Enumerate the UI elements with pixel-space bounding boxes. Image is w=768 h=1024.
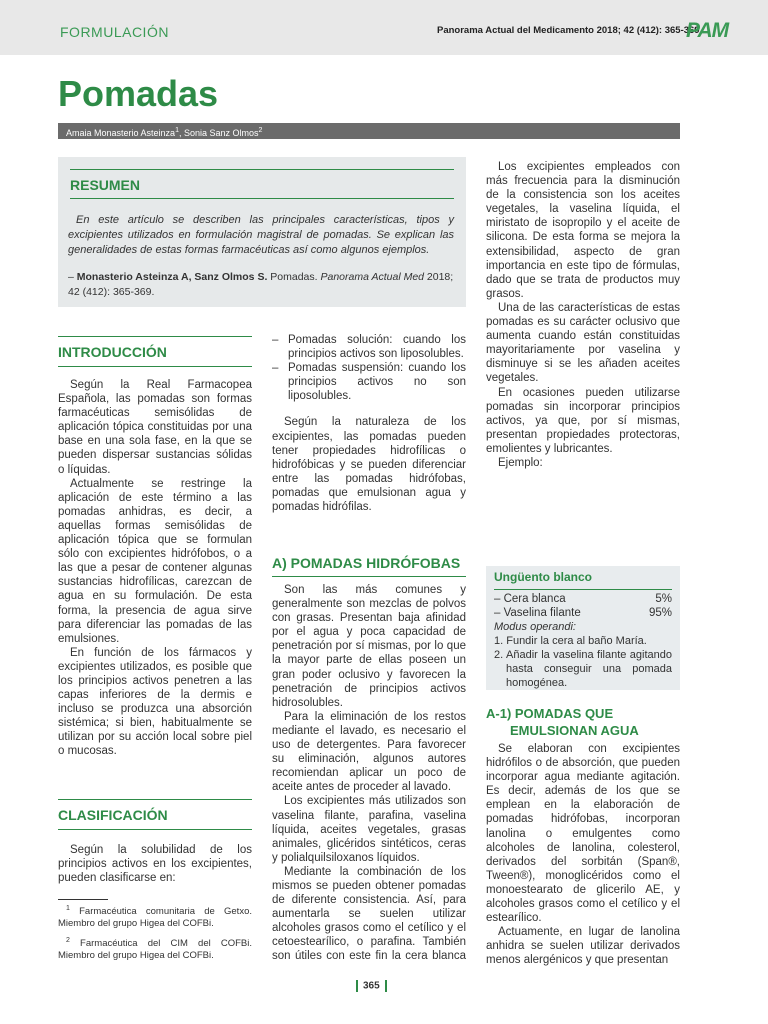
intro-paragraph: Actualmente se restringe la aplicación de este término a las pomadas anhidras, es decir, a aquellas formas semisólidas de aplicación tópica que se formulan sólo con excipientes hidrófobos, o a las que a pesar de contener algunas sustancias hidrofílicas, carezcan de agua en su formulación. De esta forma, la presencia de agua sirve para diferenciar las pomadas de las emulsiones. xyxy=(58,477,252,645)
hidrofobas-paragraph: Los excipientes más utilizados son vaselina filante, parafina, vaselina líquida, aceites vegetales, grasas animales, glicéridos sintéticos, ceras y polialquilsiloxanos líquidos. xyxy=(272,795,466,864)
hidrofobas-rule xyxy=(272,576,466,577)
intro-heading: INTRODUCCIÓN xyxy=(58,344,167,360)
emulsionan-paragraph: Se elaboran con excipientes hidrófilos o de absorción, que pueden incorporar agua mediante agitación. Es decir, además de los que se emplean en la elaboración de pomadas hidrófobas, incorporan lanolina o emulgentes como alcoholes de lanolina, colesterol, derivados del sorbitán (Span®, Tween®), monoglicéridos como el monoestearato de glicerilo AE, y alcoholes grasos como el cetílico y el estearílico. xyxy=(486,743,680,925)
abstract-rule-top xyxy=(70,169,454,170)
formula-ingredient: – Vaselina filante 95% xyxy=(494,607,672,619)
list-item: – Pomadas solución: cuando los principios activos son liposolubles. xyxy=(272,333,466,361)
clasif-list xyxy=(272,333,466,514)
journal-citation: Panorama Actual del Medicamento 2018; 42 (412): 365-369 xyxy=(437,25,700,36)
formula-title: Ungüento blanco xyxy=(494,570,592,584)
abstract-rule-bottom xyxy=(70,198,454,199)
footnotes xyxy=(58,903,252,967)
journal-logo: PAM xyxy=(686,19,729,42)
formula-step: 1. Fundir la cera al baño María. xyxy=(494,635,647,647)
list-item: – Pomadas suspensión: cuando los principios activos no son liposolubles. xyxy=(272,361,466,403)
hidrofobas-paragraph: Son las más comunes y generalmente son mezclas de polvos con grasas. Presentan baja afinidad por el agua y poca capacidad de penetración por sí mismas, por lo que la mayor parte de ellas poseen un gran poder oclusivo y favorecen la penetración de principios activos hidrosolubles. xyxy=(272,584,466,709)
intro-rule-top xyxy=(58,336,252,337)
hidrofobas-paragraph: Una de las características de estas pomadas es su carácter oclusivo que aumenta cuando están constituidas mayoritariamente por vaselina y disminuye si se les añaden aceites vegetales. xyxy=(486,301,680,385)
hidrofobas-heading: A) POMADAS HIDRÓFOBAS xyxy=(272,555,461,571)
emulsionan-paragraph: Actuamente, en lugar de lanolina anhidra se suelen utilizar derivados menos alergénicos y que presentan xyxy=(486,926,680,967)
footnote-2: $^2$ Farmacéutica del CIM del COFBi. Miembro del grupo Higea del COFBi. xyxy=(58,937,252,962)
clasif-body xyxy=(58,843,252,885)
abstract-citation: – Monasterio Asteinza A, Sanz Olmos S. Pomadas. Panorama Actual Med 2018; 42 (412): 365-369. xyxy=(68,271,454,298)
clasif-heading: CLASIFICACIÓN xyxy=(58,807,168,823)
clasif-paragraph: Según la solubilidad de los principios activos en los excipientes, pueden clasificarse en: xyxy=(58,844,252,885)
footnote-1: $^1$ Farmacéutica comunitaria de Getxo. Miembro del grupo Higea del COFBi. xyxy=(58,905,252,930)
emulsionan-body xyxy=(486,742,680,968)
hidrofobas-paragraph: En ocasiones pueden utilizarse pomadas sin incorporar principios activos, ya que, por sí mismas, presentan propiedades protectoras, emolientes y lubricantes. xyxy=(486,386,680,455)
author-1: Amaia Monasterio Asteinza xyxy=(66,128,176,138)
page-number: 365 xyxy=(351,980,392,992)
intro-paragraph: Según la Real Farmacopea Española, las pomadas son formas farmacéuticas semisólidas de aplicación tópica constituidas por una base en una sola fase, en la que se pueden dispersar sustancias sólidas o líquidas. xyxy=(58,379,252,476)
intro-body xyxy=(58,378,252,759)
emulsionan-heading: A-1) POMADAS QUE EMULSIONAN AGUA xyxy=(486,706,639,738)
formula-step: 2. Añadir la vaselina filante agitando hasta conseguir una pomada homogénea. xyxy=(494,649,672,689)
hidrofobas-paragraph: Para la eliminación de los restos mediante el lavado, es necesario el uso de detergentes. Para favorecer su eliminación, algunos autores recomiendan aplicar un poco de aceite antes de proceder al lavado. xyxy=(272,710,466,794)
abstract-heading: RESUMEN xyxy=(70,177,141,193)
author-2: , Sonia Sanz Olmos xyxy=(178,128,259,138)
author-bar: Amaia Monasterio Asteinza$^1$, Sonia Sanz Olmos$^2$ xyxy=(58,123,680,139)
clasif-paragraph: Según la naturaleza de los excipientes, las pomadas pueden tener propiedades hidrofílicas o hidrofóbicas y se pueden diferenciar entre las pomadas hidrófobas, pomadas que emulsionan agua y pomadas hidrófilas. xyxy=(272,416,466,514)
intro-paragraph: En función de los fármacos y excipientes utilizados, es posible que los principios activos penetren a las capas inferiores de la dermis e incluso se produzca una absorción sistémica; si bien, habitualmente se utilizan por su acción local sobre piel o mucosas. xyxy=(58,646,252,758)
hidrofobas-body-col3 xyxy=(486,160,680,470)
hidrofobas-body-col2 xyxy=(272,583,466,961)
hidrofobas-paragraph: Los excipientes empleados con más frecuencia para la disminución de la consistencia son los aceites vegetales, la vaselina líquida, el miristato de isopropilo y el aceite de silicona. De esta forma se mejora la extensibilidad, aspecto de gran importancia en este tipo de fórmulas, dado que se trata de productos muy grasos. xyxy=(486,161,680,300)
hidrofobas-paragraph: Mediante la combinación de los mismos se pueden obtener pomadas de diferente consistencia. Así, para aumentarla se suelen utilizar alcoholes grasos como el cetílico y el cetoestearílico, o parafina. También son útiles con este fin la cera blanca xyxy=(272,865,466,961)
intro-rule-bottom xyxy=(58,366,252,367)
formula-ingredient: – Cera blanca 5% xyxy=(494,593,672,605)
formula-box xyxy=(486,566,680,690)
clasif-rule-bottom xyxy=(58,829,252,830)
clasif-rule-top xyxy=(58,799,252,800)
section-label: FORMULACIÓN xyxy=(60,24,169,40)
article-title: Pomadas xyxy=(58,73,219,114)
abstract-text: En este artículo se describen las principales características, tipos y excipientes utilizados en formulación magistral de pomadas. Se explican las generalidades de estas formas farmacéuticas así como algunos ejemplos. xyxy=(68,214,454,256)
hidrofobas-paragraph: Ejemplo: xyxy=(498,456,543,469)
formula-modus: Modus operandi: xyxy=(494,621,576,633)
footnote-rule xyxy=(58,899,108,900)
